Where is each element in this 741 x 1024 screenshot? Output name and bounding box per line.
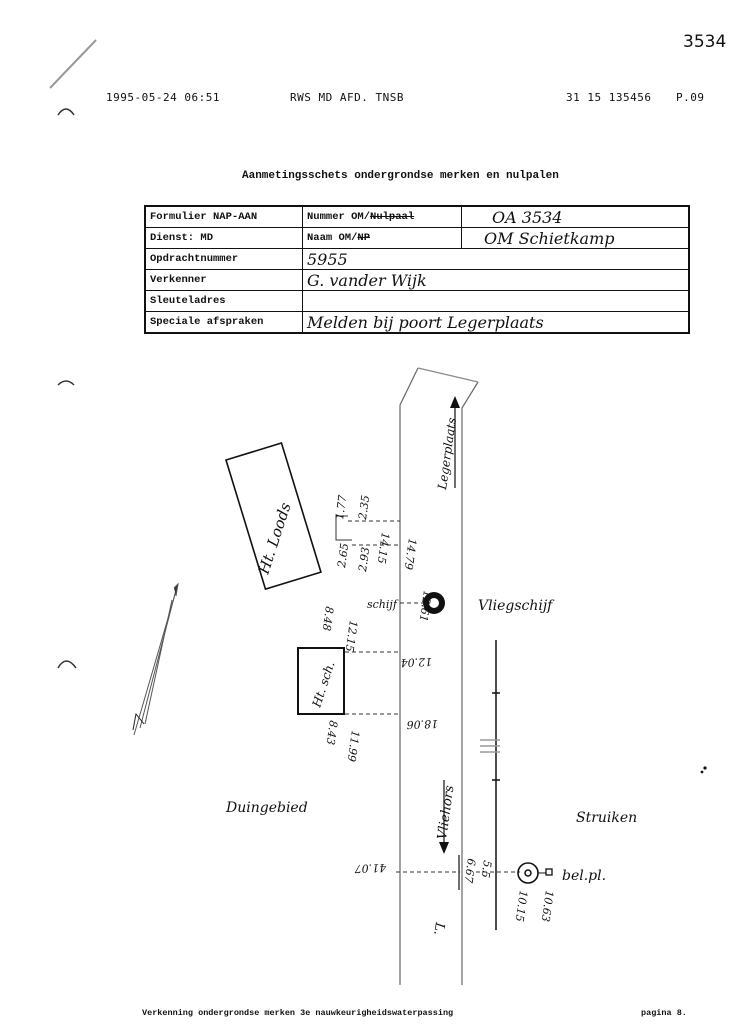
fax-page: P.09 bbox=[676, 91, 705, 104]
struiken-label: Struiken bbox=[576, 810, 638, 826]
form-label: Speciale afspraken bbox=[145, 312, 303, 334]
form-value: G. vander Wijk bbox=[303, 270, 690, 291]
document-title: Aanmetingsschets ondergrondse merken en nulpalen bbox=[242, 170, 559, 182]
measure-843: 8.43 bbox=[323, 719, 340, 746]
north-arrow-icon bbox=[133, 584, 178, 735]
fence-line bbox=[480, 640, 500, 930]
sub-label-struck: NP bbox=[357, 232, 371, 244]
measurements bbox=[320, 494, 556, 936]
measure-1215: 12.15 bbox=[342, 619, 360, 653]
measure-1415: 14.15 bbox=[374, 531, 392, 565]
measure-L: L. bbox=[430, 921, 447, 937]
loods-label: Ht. Loods bbox=[254, 500, 295, 577]
form-value: OA 3534 bbox=[462, 206, 690, 228]
form-label: Formulier NAP-AAN bbox=[145, 206, 303, 228]
belpl-label: bel.pl. bbox=[562, 868, 607, 884]
form-label: Sleuteladres bbox=[145, 291, 303, 312]
form-label: Opdrachtnummer bbox=[145, 249, 303, 270]
measure-55: 5.5 bbox=[478, 859, 494, 879]
vliegschijf-label: Vliegschijf bbox=[478, 598, 553, 614]
form-value: Melden bij poort Legerplaats bbox=[303, 312, 690, 334]
measure-848: 8.48 bbox=[319, 605, 336, 632]
measure-1261: 12.61 bbox=[416, 589, 434, 623]
measure-1806: 18.06 bbox=[406, 717, 439, 732]
footer-left: Verkenning ondergrondse merken 3e nauwkeurigheidswaterpassing bbox=[142, 1008, 454, 1018]
form-label: Verkenner bbox=[145, 270, 303, 291]
sub-label-prefix: Naam OM/ bbox=[307, 232, 358, 244]
fax-datetime: 1995-05-24 06:51 bbox=[106, 91, 220, 104]
schuur-label: Ht. sch. bbox=[309, 659, 338, 709]
measure-177: 1.77 bbox=[333, 494, 350, 521]
measure-1204: 12.04 bbox=[400, 655, 433, 670]
form-value: OM Schietkamp bbox=[462, 228, 690, 249]
duingebied-label: Duingebied bbox=[226, 800, 308, 816]
measure-667: 6.67 bbox=[461, 857, 478, 884]
form-label: Dienst: MD bbox=[145, 228, 303, 249]
belpl-marker bbox=[518, 863, 538, 883]
form-value: 5955 bbox=[303, 249, 690, 270]
schijf-label: schijf bbox=[367, 598, 397, 611]
measure-1479: 14.79 bbox=[401, 537, 419, 571]
measure-293: 2.93 bbox=[356, 546, 373, 573]
vliehors-label: Vliehors bbox=[435, 784, 458, 841]
corner-number: 3534 bbox=[683, 32, 727, 52]
sub-label-struck: Nulpaal bbox=[370, 211, 415, 223]
measure-1063: 10.63 bbox=[538, 889, 556, 923]
measure-235: 2.35 bbox=[356, 494, 373, 521]
measure-4107: 41.07 bbox=[354, 861, 387, 876]
fax-phone: 31 15 135456 bbox=[566, 91, 652, 104]
measure-1199: 11.99 bbox=[344, 729, 362, 763]
fax-sender: RWS MD AFD. TNSB bbox=[290, 91, 404, 104]
sub-label-prefix: Nummer OM/ bbox=[307, 211, 371, 223]
measure-1015: 10.15 bbox=[512, 889, 530, 923]
measure-265: 2.65 bbox=[335, 542, 352, 569]
legerplaats-label: Legerplaats bbox=[435, 416, 460, 491]
footer-right: pagina 8. bbox=[641, 1008, 687, 1018]
